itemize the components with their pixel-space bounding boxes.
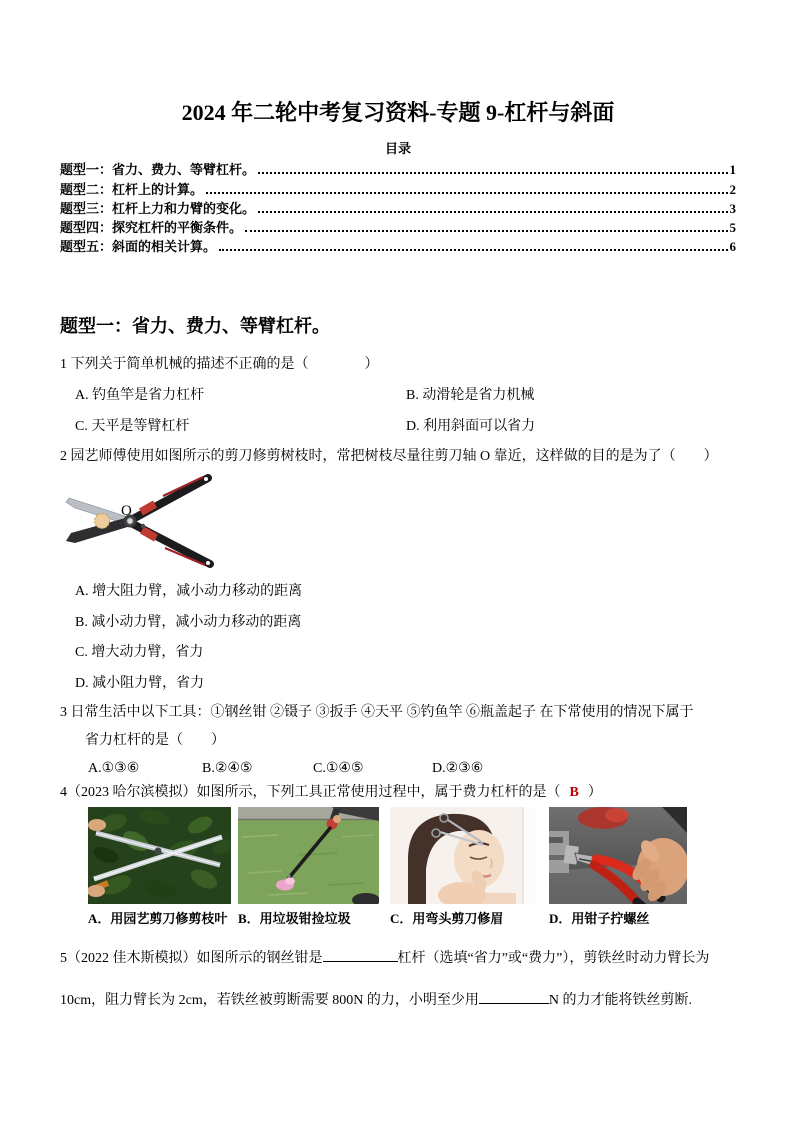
q3-option-d: D.②③⑥ xyxy=(432,761,484,777)
toc-entry-label: 题型二：杠杆上的计算。 xyxy=(60,181,204,197)
photo-garden-shears xyxy=(88,807,231,927)
photo-pliers xyxy=(549,807,687,927)
photo-caption-c: C．用弯头剪刀修眉 xyxy=(390,911,504,927)
page-title: 2024 年二轮中考复习资料-专题 9-杠杆与斜面 xyxy=(181,100,615,125)
photo-eyebrow-scissors xyxy=(390,807,537,927)
dot-leader xyxy=(258,172,727,174)
toc-entry-4[interactable] xyxy=(60,217,736,236)
q3-options-row xyxy=(60,759,736,778)
photo-litter-picker xyxy=(238,807,379,927)
pliers-photo xyxy=(549,807,687,904)
q3-option-b: B.②④⑤ xyxy=(202,761,253,777)
q5-text-2: 杠杆（选填“省力”或“费力”），剪铁丝时动力臂长为 xyxy=(397,951,710,967)
toc-entry-label: 题型五：斜面的相关计算。 xyxy=(60,239,217,255)
q2-options xyxy=(60,577,736,699)
q5-text-4: N 的力才能将铁丝剪断. xyxy=(548,993,692,1009)
eyebrow-trimming-photo xyxy=(390,807,537,904)
q4-image-row xyxy=(88,807,736,927)
dot-leader xyxy=(258,211,727,213)
photo-caption-d: D．用钳子拧螺丝 xyxy=(549,911,650,927)
q5-text-1: 5（2022 佳木斯模拟）如图所示的钢丝钳是 xyxy=(60,951,323,967)
q1-option-b: B. 动滑轮是省力机械 xyxy=(406,388,535,404)
q2-option-a: A. 增大阻力臂，减小动力移动的距离 xyxy=(75,584,303,600)
q4-stem-suffix: ） xyxy=(587,785,602,801)
q1-option-a: A. 钓鱼竿是省力杠杆 xyxy=(75,388,205,404)
toc-page-number: 6 xyxy=(729,239,736,255)
section-heading: 题型一：省力、费力、等臂杠杆。 xyxy=(60,316,330,337)
toc-page-number: 2 xyxy=(729,181,736,197)
toc-entry-label: 题型一：省力、费力、等臂杠杆。 xyxy=(60,162,256,178)
q5-blank-2[interactable] xyxy=(479,990,549,1004)
question-2-stem: 2 园艺师傅使用如图所示的剪刀修剪树枝时，常把树枝尽量往剪刀轴 O 靠近，这样做的目的是为了（ ） xyxy=(60,449,718,465)
toc-entry-5[interactable] xyxy=(60,236,736,255)
question-3-stem-line-2: 省力杠杆的是（ ） xyxy=(85,733,225,749)
dot-leader xyxy=(206,192,727,194)
q3-option-a: A.①③⑥ xyxy=(88,761,140,777)
dot-leader xyxy=(219,249,727,251)
pivot-label-o: O xyxy=(121,503,132,520)
toc-page-number: 3 xyxy=(729,200,736,216)
q4-answer: B xyxy=(569,785,579,801)
q5-blank-1[interactable] xyxy=(323,948,398,962)
q3-option-c: C.①④⑤ xyxy=(313,761,364,777)
q2-figure xyxy=(65,471,736,569)
q1-option-d: D. 利用斜面可以省力 xyxy=(406,419,536,435)
q4-stem-prefix: 4（2023 哈尔滨模拟）如图所示，下列工具正常使用过程中，属于费力杠杆的是（ xyxy=(60,785,561,801)
toc-page-number: 1 xyxy=(729,162,736,178)
question-5-line-2 xyxy=(60,980,736,1022)
photo-caption-b: B．用垃圾钳捡垃圾 xyxy=(238,911,351,927)
litter-picker-photo xyxy=(238,807,379,904)
q2-option-b: B. 减小动力臂，减小动力移动的距离 xyxy=(75,614,302,630)
toc-entry-2[interactable] xyxy=(60,178,736,197)
question-3-stem-line-1: 3 日常生活中以下工具：①钢丝钳 ②镊子 ③扳手 ④天平 ⑤钓鱼竿 ⑥瓶盖起子 在下常使用的情况下属于 xyxy=(60,705,694,721)
q1-options-row-2 xyxy=(60,417,736,436)
question-4-stem xyxy=(60,783,736,802)
toc-page-number: 5 xyxy=(729,220,736,236)
toc-entry-3[interactable] xyxy=(60,198,736,217)
photo-caption-a: A．用园艺剪刀修剪枝叶 xyxy=(88,911,228,927)
table-of-contents xyxy=(60,159,736,255)
question-5 xyxy=(60,938,736,1022)
q2-option-c: C. 增大动力臂，省力 xyxy=(75,645,204,661)
toc-entry-1[interactable] xyxy=(60,159,736,178)
toc-entry-label: 题型三：杠杆上力和力臂的变化。 xyxy=(60,200,256,216)
q1-options-row-1 xyxy=(60,386,736,405)
branch-marker xyxy=(95,514,110,529)
garden-shears-photo xyxy=(88,807,231,904)
garden-shears-illustration xyxy=(65,471,215,569)
toc-entry-label: 题型四：探究杠杆的平衡条件。 xyxy=(60,220,243,236)
q1-option-c: C. 天平是等臂杠杆 xyxy=(75,419,190,435)
q2-option-d: D. 减小阻力臂，省力 xyxy=(75,675,205,691)
q5-text-3: 10cm，阻力臂长为 2cm，若铁丝被剪断需要 800N 的力，小明至少用 xyxy=(60,993,479,1009)
dot-leader xyxy=(245,230,727,232)
question-1-stem: 1 下列关于简单机械的描述不正确的是（ ） xyxy=(60,357,379,373)
question-5-line-1 xyxy=(60,938,736,980)
toc-heading: 目录 xyxy=(384,141,411,156)
